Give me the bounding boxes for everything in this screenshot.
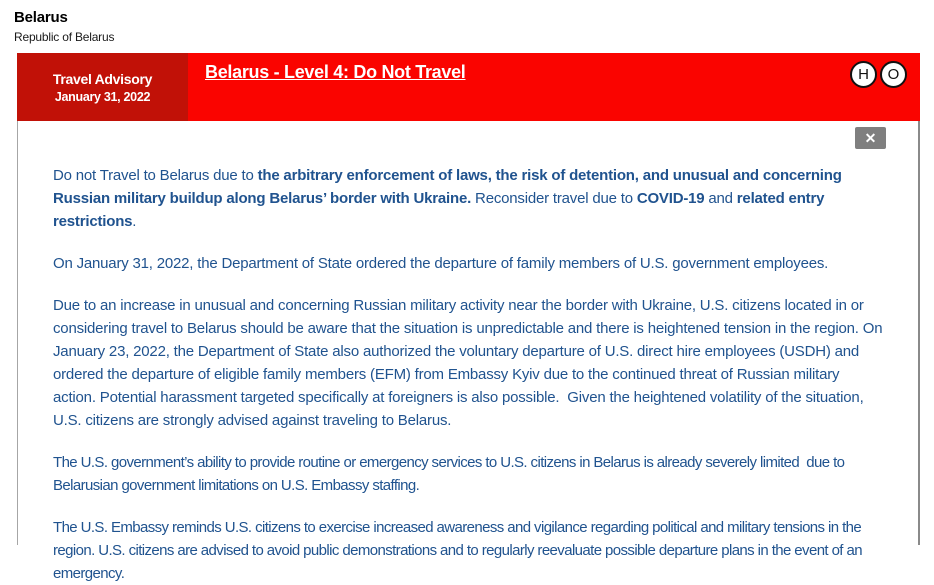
advisory-paragraph: [53, 451, 886, 497]
close-row: [53, 127, 886, 149]
paragraph-bold-text: related entry restrictions: [53, 190, 829, 230]
paragraph-bold-text: the arbitrary enforcement of laws, the risk of detention, and unusual and concerning Russian military buildup along Belarus’ border with Ukraine.: [53, 167, 846, 207]
advisory-date-block: [17, 53, 188, 121]
country-title: Belarus: [14, 9, 68, 26]
advisory-paragraphs: [53, 164, 886, 585]
advisory-paragraph: [53, 164, 886, 233]
circle-h-icon[interactable]: H: [850, 61, 877, 88]
paragraph-text: The U.S. Embassy reminds U.S. citizens to exercise increased awareness and vigilance regarding political and military tensions in the region. U.S. citizens are advised to avoid public demonstrations and to regularly reevaluate possible departure plans in the event of an emergency.: [53, 519, 866, 582]
paragraph-bold-text: COVID-19: [636, 190, 705, 207]
travel-advisory-label: Travel Advisory: [52, 70, 153, 87]
page-header: [0, 0, 934, 44]
advisory-paragraph: [53, 252, 886, 275]
advisory-link-area: [188, 53, 850, 121]
paragraph-text: On January 31, 2022, the Department of State ordered the departure of family members of U.S. government employees.: [53, 255, 829, 272]
close-icon: ✕: [864, 130, 877, 146]
advisory-banner: [17, 53, 920, 121]
paragraph-text: Do not Travel to Belarus due to: [53, 167, 258, 184]
paragraph-text: Reconsider travel due to: [471, 190, 637, 207]
paragraph-text: The U.S. government’s ability to provide routine or emergency services to U.S. citizens in Belarus is already severely limited due to Belarusian government limitations on U.S. Embassy staffing.: [53, 454, 848, 494]
paragraph-text: Due to an increase in unusual and concerning Russian military activity near the border with Ukraine, U.S. citizens located in or considering travel to Belarus should be aware that the situation is unpredictable and there is heightened tension in the region. On January 23, 2022, the Department of State also authorized the voluntary departure of U.S. direct hire employees (USDH) and ordered the departure of eligible family members (EFM) from Embassy Kyiv due to the continued threat of Russian military action. Potential harassment targeted specifically at foreigners is also possible. Given the heightened volatility of the situation, U.S. citizens are strongly advised against traveling to Belarus.: [53, 297, 887, 429]
banner-icons: [850, 53, 920, 121]
paragraph-text: and: [704, 190, 737, 207]
advisory-paragraph: [53, 516, 886, 585]
advisory-level-link[interactable]: Belarus - Level 4: Do Not Travel: [205, 62, 466, 82]
advisory-paragraph: [53, 294, 886, 432]
paragraph-text: .: [132, 213, 137, 230]
close-button[interactable]: [855, 127, 886, 149]
advisory-content-panel: [17, 121, 920, 582]
advisory-date: January 31, 2022: [54, 89, 151, 104]
circle-o-icon[interactable]: O: [880, 61, 907, 88]
country-subtitle: Republic of Belarus: [14, 30, 115, 44]
